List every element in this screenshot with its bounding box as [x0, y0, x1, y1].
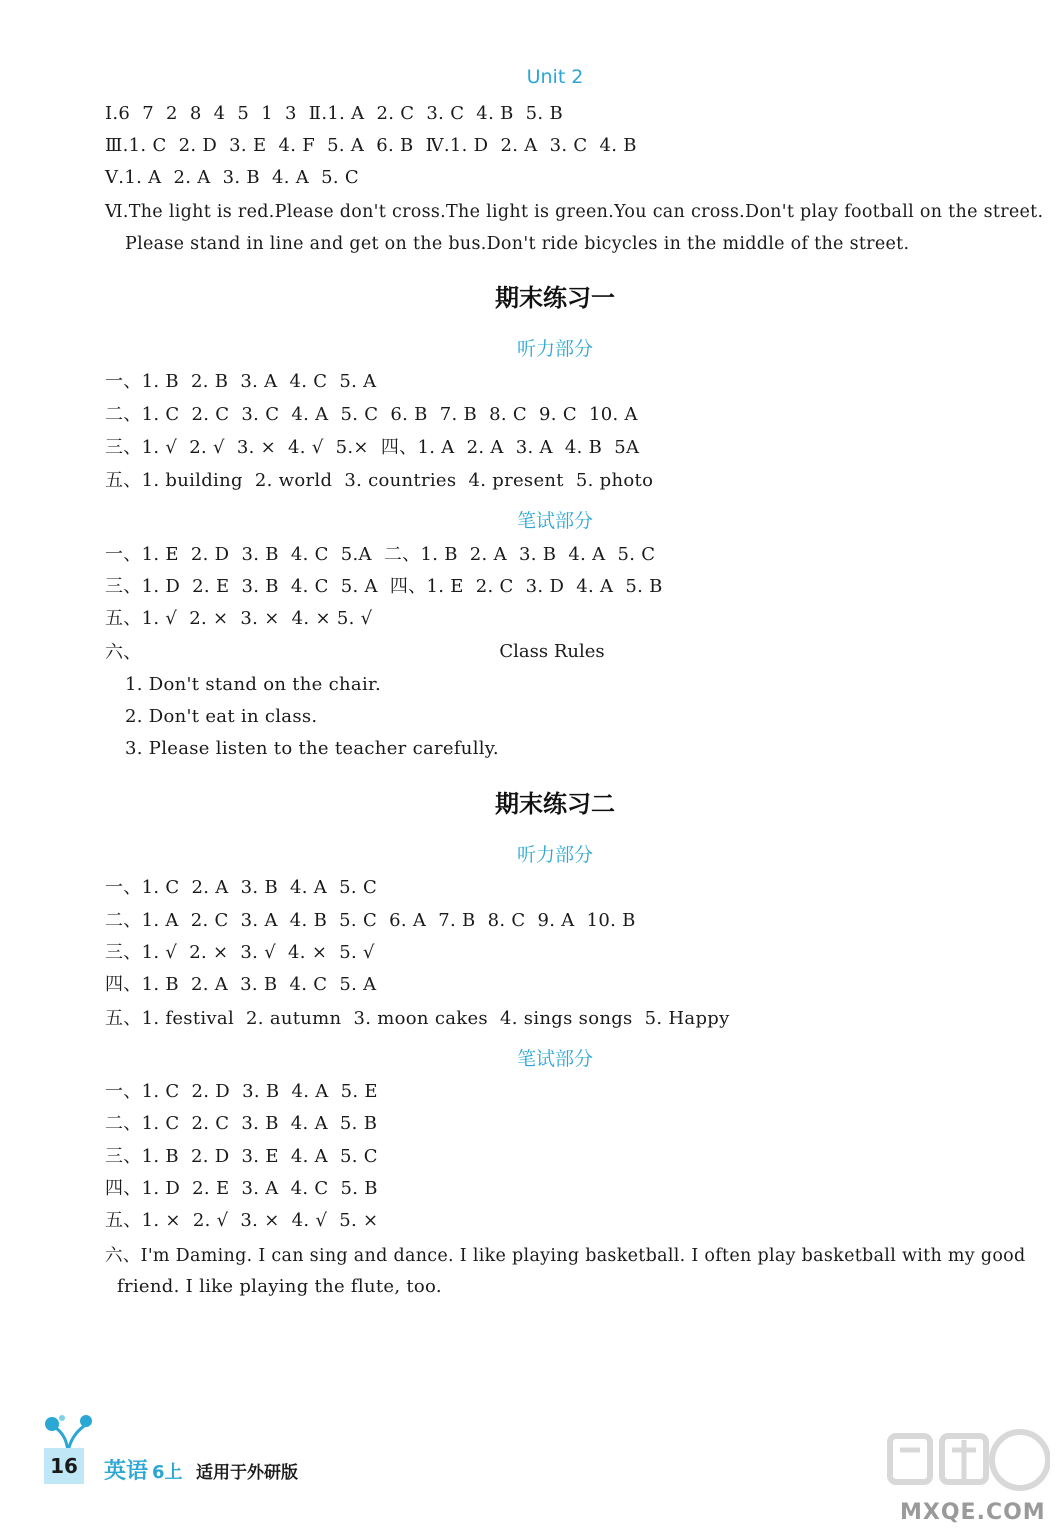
answer-line: 一、1. C 2. D 3. B 4. A 5. E: [105, 1081, 378, 1102]
answer-line: 二、1. C 2. C 3. B 4. A 5. B: [105, 1113, 378, 1134]
answer-line: 二、1. C 2. C 3. C 4. A 5. C 6. B 7. B 8. C 9. C 10. A: [105, 404, 638, 425]
answer-line: 五、1. building 2. world 3. countries 4. present 5. photo: [105, 470, 654, 491]
answer-line: 五、1. × 2. √ 3. × 4. √ 5. ×: [105, 1210, 379, 1231]
answer-line: 五、1. √ 2. × 3. × 4. × 5. √: [105, 608, 373, 629]
answer-line: 二、1. A 2. C 3. A 4. B 5. C 6. A 7. B 8. C 9. A 10. B: [105, 910, 636, 931]
subsection-title: 听力部分: [516, 338, 593, 360]
section-title: 期末练习二: [495, 790, 615, 818]
answer-line: 四、1. B 2. A 3. B 4. C 5. A: [105, 974, 377, 995]
answer-line: 六、I'm Daming. I can sing and dance. I like playing basketball. I often play basketball with my good: [105, 1246, 1026, 1266]
rule-item: 3. Please listen to the teacher carefully.: [125, 738, 499, 759]
answer-line: 一、1. B 2. B 3. A 4. C 5. A: [105, 371, 377, 392]
answer-line: 四、1. D 2. E 3. A 4. C 5. B: [105, 1178, 378, 1199]
answer-line: Ⅴ.1. A 2. A 3. B 4. A 5. C: [105, 167, 359, 188]
answer-line: Ⅰ.6 7 2 8 4 5 1 3 Ⅱ.1. A 2. C 3. C 4. B 5. B: [105, 103, 564, 124]
grade-label: 6上: [152, 1462, 183, 1483]
subject-label: 英语: [104, 1459, 149, 1484]
answer-line: Ⅵ.The light is red.Please don't cross.The light is green.You can cross.Don't play football on the street.: [105, 202, 1044, 222]
answer-line: 三、1. B 2. D 3. E 4. A 5. C: [105, 1146, 378, 1167]
rule-item: 1. Don't stand on the chair.: [125, 674, 381, 695]
page-number: 16: [44, 1448, 84, 1484]
edition-label: 适用于外研版: [196, 1463, 298, 1483]
answer-line: Please stand in line and get on the bus.Don't ride bicycles in the middle of the street.: [125, 234, 910, 254]
class-rules-title: Class Rules: [499, 641, 605, 662]
subsection-title: 听力部分: [516, 844, 593, 866]
subsection-title: 笔试部分: [516, 510, 593, 532]
answer-line: 五、1. festival 2. autumn 3. moon cakes 4. sings songs 5. Happy: [105, 1008, 730, 1029]
answer-line: 一、1. C 2. A 3. B 4. A 5. C: [105, 877, 378, 898]
answer-line: friend. I like playing the flute, too.: [117, 1276, 442, 1297]
unit-title: Unit 2: [526, 66, 584, 88]
answer-line: Ⅲ.1. C 2. D 3. E 4. F 5. A 6. B Ⅳ.1. D 2. A 3. C 4. B: [105, 135, 637, 156]
answer-line: 三、1. √ 2. × 3. √ 4. × 5. √: [105, 942, 375, 963]
rule-item: 2. Don't eat in class.: [125, 706, 318, 727]
watermark-text: MXQE.COM: [900, 1500, 1046, 1525]
section-six-label: 六、: [105, 642, 142, 663]
answer-line: 三、1. √ 2. √ 3. × 4. √ 5.× 四、1. A 2. A 3. A 4. B 5A: [105, 437, 640, 458]
section-title: 期末练习一: [495, 284, 615, 312]
answer-line: 三、1. D 2. E 3. B 4. C 5. A 四、1. E 2. C 3. D 4. A 5. B: [105, 576, 663, 597]
subsection-title: 笔试部分: [516, 1048, 593, 1070]
answer-line: 一、1. E 2. D 3. B 4. C 5.A 二、1. B 2. A 3. B 4. A 5. C: [105, 544, 656, 565]
